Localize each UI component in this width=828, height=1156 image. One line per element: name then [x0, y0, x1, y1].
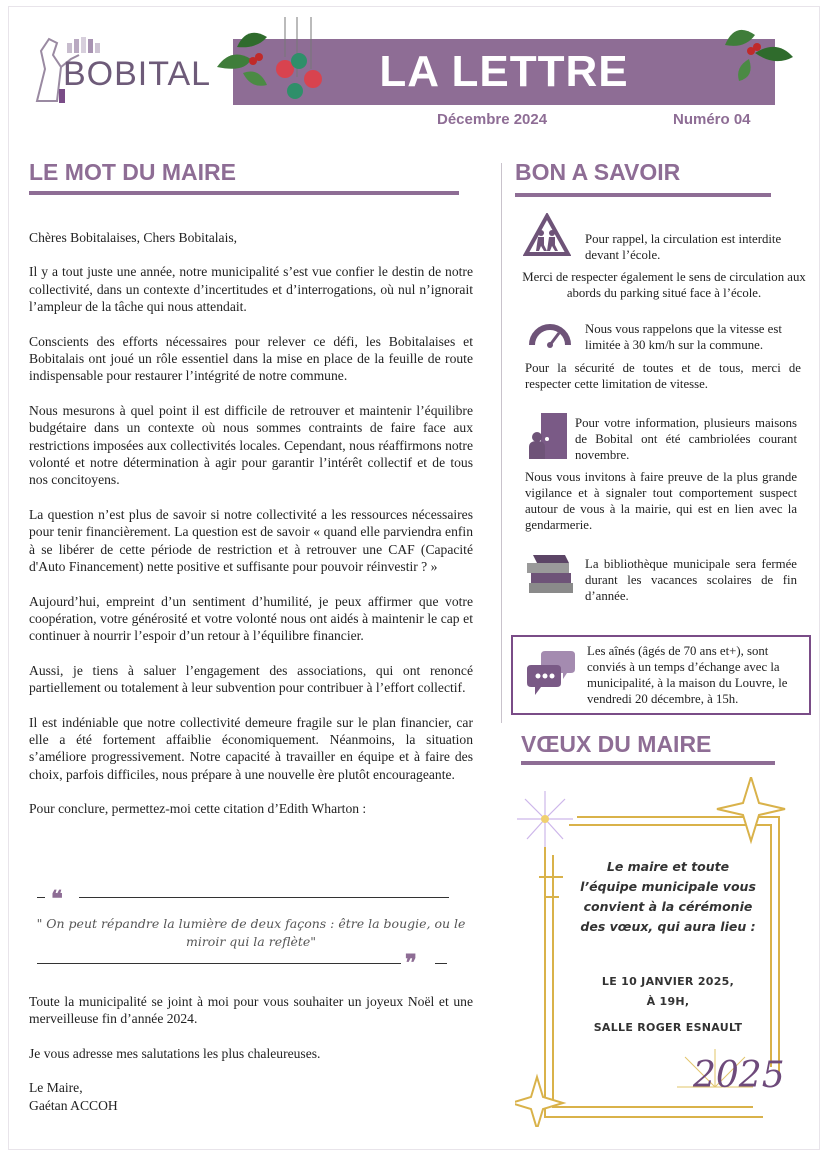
- info-body: Merci de respecter également le sens de circulation aux abords du parking situé face à l’école.: [522, 270, 806, 300]
- paragraph: Toute la municipalité se joint à moi pour vous souhaiter un joyeux Noël et une merveilleuse fin d’année 2024.: [29, 994, 473, 1027]
- card-year: 2025: [693, 1055, 785, 1096]
- quote-rule: [37, 897, 45, 898]
- school-crossing-icon: [523, 213, 571, 257]
- section-title-bon-a-savoir: BON A SAVOIR: [515, 159, 681, 185]
- paragraph: Il y a tout juste une année, notre municipalité s’est vue confier le destin de notre collectivité, dans un contexte d’incertitudes et d’interrogations, où nul n’ignorait l’ampleur de la tâche qui nous attendait.: [29, 264, 473, 315]
- open-quote-icon: ❝: [51, 886, 63, 912]
- paragraph: Conscients des efforts nécessaires pour relever ce défi, les Bobitalaises et Bobitalais ont joué un rôle essentiel dans la mise en place de la feuille de route indispensable pour restaurer l’intégrité de notre commune.: [29, 333, 473, 384]
- ceremony-time: À 19H,: [646, 995, 690, 1008]
- section-title-mot-du-maire: LE MOT DU MAIRE: [29, 159, 236, 185]
- section-title-voeux: VŒUX DU MAIRE: [521, 731, 712, 757]
- paragraph: Aussi, je tiens à saluer l’engagement des associations, qui ont renoncé partiellement ou totalement à leur subvention pour contribuer à l’effort collectif.: [29, 662, 473, 696]
- voeux-invitation-card: [515, 777, 805, 1127]
- closing-text: [29, 993, 473, 1114]
- paragraph: Nous mesurons à quel point il est difficile de retrouver et maintenir l’équilibre budgétaire dans un contexte où nous sommes contraints de faire face aux restrictions imposées aux collectivités locales. Cependant, nous réaffirmons notre volonté et notre détermination à agir pour garantir l’intérêt collectif et de tous nos concitoyens.: [29, 402, 473, 488]
- quote-text: " On peut répandre la lumière de deux façons : être la bougie, ou le miroir qui la reflète": [36, 916, 466, 949]
- paragraph: Aujourd’hui, empreint d’un sentiment d’humilité, je peux affirmer que votre coopération, votre générosité et votre volonté nous ont aidés à maintenir le cap et continuer à nourrir l’espoir d’un retour à l’équilibre financier.: [29, 593, 473, 644]
- newsletter-title: LA LETTRE: [379, 47, 629, 96]
- signature-role: Le Maire,: [29, 1080, 83, 1096]
- paragraph: Je vous adresse mes salutations les plus chaleureuses.: [29, 1045, 321, 1061]
- ceremony-date: LE 10 JANVIER 2025,: [601, 975, 735, 988]
- signature-name: Gaétan ACCOH: [29, 1097, 118, 1113]
- speedometer-icon: [527, 315, 573, 351]
- paragraph: La question n’est plus de savoir si notre collectivité a les ressources nécessaires pour tenir financièrement. La question est de savoir « quand elle parviendra enfin à se libérer de cette période de restriction et à retrouver une CAF (Capacité d'Auto Financement) nette positive et suffisante pour pouvoir réinvestir ? »: [29, 506, 473, 575]
- info-lead: Pour rappel, la circulation est interdite devant l’école.: [585, 232, 782, 262]
- quote-rule: [79, 897, 449, 898]
- holly-right-icon: [715, 15, 805, 85]
- section-rule: [29, 191, 459, 195]
- paragraph: Chères Bobitalaises, Chers Bobitalais,: [29, 230, 238, 245]
- section-rule: [521, 761, 775, 765]
- paragraph: Pour conclure, permettez-moi cette citation d’Edith Wharton :: [29, 801, 367, 817]
- section-rule: [515, 193, 771, 197]
- info-lead: Pour votre information, plusieurs maisons de Bobital ont été cambriolées courant novembre.: [575, 416, 797, 462]
- bobital-logo: [23, 29, 213, 109]
- issue-number: Numéro 04: [673, 111, 751, 128]
- info-body: Nous vous invitons à faire preuve de la plus grande vigilance et à signaler tout comportement suspect autour de vous à la mairie, qui est en lien avec la gendarmerie.: [525, 470, 797, 532]
- chat-bubbles-icon: [525, 647, 577, 699]
- logo-text: BOBITAL: [63, 55, 212, 93]
- quote-rule: [37, 963, 401, 964]
- burglar-icon: [525, 411, 571, 461]
- newsletter-page: [8, 6, 820, 1150]
- issue-date: Décembre 2024: [437, 111, 548, 128]
- ceremony-place: SALLE ROGER ESNAULT: [593, 1021, 743, 1034]
- quote-rule: [435, 963, 447, 964]
- holly-ornaments-icon: [207, 17, 337, 107]
- column-divider: [501, 163, 502, 723]
- info-lead: La bibliothèque municipale sera fermée durant les vacances scolaires de fin d’année.: [585, 557, 797, 603]
- mot-du-maire-text: [29, 229, 473, 835]
- info-body: Pour la sécurité de toutes et de tous, merci de respecter cette limitation de vitesse.: [525, 361, 801, 391]
- close-quote-icon: ❞: [405, 950, 417, 976]
- books-icon: [525, 553, 577, 597]
- info-lead: Nous vous rappelons que la vitesse est limitée à 30 km/h sur la commune.: [585, 322, 782, 352]
- paragraph: Il est indéniable que notre collectivité demeure fragile sur le plan financier, car elle a été fortement affaiblie économiquement. Néanmoins, la situation s’améliore progressivement. Notre capacité à travailler en équipe et à faire des choix, parfois difficiles, nous prépare à une nouvelle ère plutôt encourageante.: [29, 714, 473, 782]
- info-lead: Les aînés (âgés de 70 ans et+), sont conviés à un temps d’échange avec la municipalité, à la maison du Louvre, le vendredi 20 décembre, à 15h.: [587, 644, 788, 706]
- invitation-text: Le maire et toute l’équipe municipale vous convient à la cérémonie des vœux, qui aura lieu :: [580, 859, 756, 934]
- quote-block: [31, 887, 471, 975]
